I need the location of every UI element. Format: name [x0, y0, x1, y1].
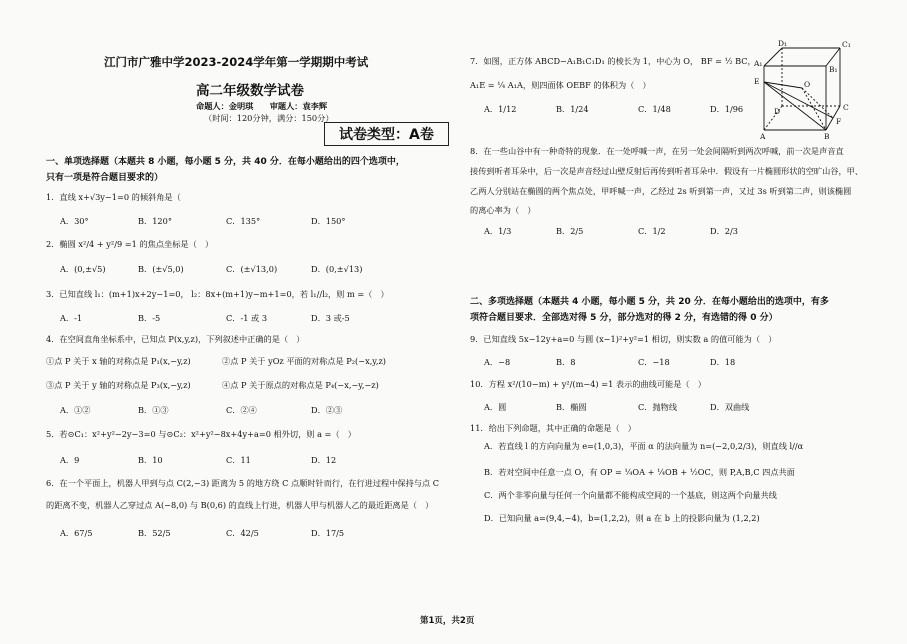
q11-option-d: D．已知向量 a=(9,4,−4)，b=(1,2,2)，则 a 在 b 上的投影向量为 (1,2,2)	[484, 513, 760, 523]
q7-option-b: B．1/24	[556, 104, 589, 114]
q11-option-a: A．若直线 l 的方向向量为 e=(1,0,3)，平面 α 的法向量为 n=(−2,0,2/3)，则直线 l//α	[484, 441, 804, 451]
q7-option-a: A．1/12	[484, 104, 517, 114]
q3-stem: 3．已知直线 l₁：(m+1)x+2y−1=0， l₂：8x+(m+1)y−m+1=0，若 l₁//l₂，则 m =（ ）	[46, 289, 389, 299]
q7-option-c: C．1/48	[638, 104, 671, 114]
q8-option-b: B．2/5	[556, 226, 584, 236]
q6-option-b: B．52/5	[138, 528, 171, 538]
label-o: O	[804, 80, 811, 89]
q1-option-b: B．120°	[138, 216, 172, 226]
q1-option-c: C．135°	[226, 216, 261, 226]
q1-option-d: D．150°	[311, 216, 346, 226]
q7-option-d: D．1/96	[710, 104, 744, 114]
paper-type-badge: 试卷类型：A卷	[324, 122, 449, 146]
label-d1: D₁	[778, 40, 788, 48]
page-footer: 第1页，共2页	[420, 616, 475, 626]
q6-option-c: C．42/5	[226, 528, 259, 538]
q9-option-b: B．8	[556, 357, 576, 367]
q2-stem: 2．椭圆 x²/4 + y²/9 =1 的焦点坐标是（ ）	[46, 239, 214, 249]
exam-title: 高二年级数学试卷	[196, 83, 304, 99]
q4-stem: 4．在空间直角坐标系中，已知点 P(x,y,z)，下列叙述中正确的是（ ）	[46, 334, 305, 344]
q5-option-a: A．9	[60, 455, 80, 465]
q8-line-2: 接传到听者耳朵中，后一次是声音经过山壁反射后再传到听者耳朵中．假设有一片椭圆形状的空旷山谷，甲、	[470, 166, 864, 176]
q4-option-d: D．②③	[311, 405, 343, 415]
q3-option-d: D．3 或-5	[311, 313, 350, 323]
q2-option-a: A．(0,±√5)	[60, 264, 106, 274]
q3-option-c: C．-1 或 3	[226, 313, 268, 323]
edge-a1d1	[764, 48, 782, 66]
q4-statement-3: ③点 P 关于 y 轴的对称点是 P₃(x,−y,z)	[46, 380, 191, 390]
q5-option-c: C．11	[226, 455, 251, 465]
edge-ob	[802, 88, 826, 130]
edge-eb	[764, 82, 826, 130]
q10-stem: 10．方程 x²/(10−m) + y²/(m−4) =1 表示的曲线可能是（ ）	[470, 379, 706, 389]
section2-heading-1: 二、多项选择题（本题共 4 小题，每小题 5 分，共 20 分．在每小题给出的选项中，有多	[470, 297, 829, 307]
q4-statement-2: ②点 P 关于 yOz 平面的对称点是 P₂(−x,y,z)	[222, 356, 386, 366]
q5-option-d: D．12	[311, 455, 337, 465]
label-b: B	[824, 132, 830, 140]
q10-option-a: A．圆	[484, 402, 507, 412]
q9-option-c: C．−18	[638, 357, 670, 367]
q4-option-b: B．①③	[138, 405, 169, 415]
q9-option-d: D．18	[710, 357, 736, 367]
q11-option-b: B．若对空间中任意一点 O，有 OP = ¼OA + ¼OB + ½OC，则 P,A,B,C 四点共面	[484, 467, 795, 477]
label-e: E	[754, 77, 760, 86]
q7-stem-2: A₁E = ¼ A₁A，则四面体 OEBF 的体积为（ ）	[470, 80, 651, 90]
q8-option-a: A．1/3	[484, 226, 512, 236]
q10-option-d: D．双曲线	[710, 402, 750, 412]
q1-stem: 1．直线 x+√3y−1=0 的倾斜角是（	[46, 192, 181, 202]
q4-option-a: A．①②	[60, 405, 91, 415]
q11-stem: 11．给出下列命题，其中正确的命题是（ ）	[470, 423, 636, 433]
label-c: C	[843, 103, 849, 112]
q1-option-a: A．30°	[60, 216, 89, 226]
school-title: 江门市广雅中学2023-2024学年第一学期期中考试	[104, 55, 369, 69]
q2-option-c: C．(±√13,0)	[226, 264, 278, 274]
q4-statement-1: ①点 P 关于 x 轴的对称点是 P₁(x,−y,z)	[46, 356, 191, 366]
q8-option-c: C．1/2	[638, 226, 666, 236]
q8-line-4: 的离心率为（ ）	[470, 205, 536, 215]
section2-heading-2: 项符合题目要求．全部选对得 5 分，部分选对的得 2 分，有选错的得 0 分）	[470, 313, 778, 323]
q2-option-b: B．(±√5,0)	[138, 264, 184, 274]
q8-line-1: 8．在一些山谷中有一种奇特的现象．在一处呼喊一声，在另一处会间隔听到两次呼喊，前一次是声音直	[470, 146, 844, 156]
label-f: F	[836, 117, 842, 126]
edge-of	[802, 88, 833, 118]
q6-option-d: D．17/5	[311, 528, 345, 538]
label-a1: A₁	[754, 59, 763, 68]
q8-option-d: D．2/3	[710, 226, 738, 236]
q5-option-b: B．10	[138, 455, 163, 465]
q10-option-b: B．椭圆	[556, 402, 587, 412]
label-c1: C₁	[842, 40, 851, 49]
q10-option-c: C．抛物线	[638, 402, 678, 412]
q9-option-a: A．−8	[484, 357, 511, 367]
q6-stem-2: 的距离不变，机器人乙穿过点 A(−8,0) 与 B(0,6) 的直线上行进，机器人甲与机器人乙的最近距离是（ ）	[46, 500, 434, 510]
q11-option-c: C．两个非零向量与任何一个向量都不能构成空间的一个基底，则这两个向量共线	[484, 490, 777, 500]
q3-option-b: B．-5	[138, 313, 161, 323]
time-info: （时间：120分钟，满分：150分）	[204, 113, 334, 123]
section1-heading-2: 只有一项是符合题目要求的）	[46, 173, 164, 183]
cube-figure	[752, 40, 872, 140]
label-a: A	[760, 132, 766, 140]
q6-option-a: A．67/5	[60, 528, 93, 538]
q4-option-c: C．②④	[226, 405, 257, 415]
q5-stem: 5．若⊙C₁：x²+y²−2y−3=0 与⊙C₂：x²+y²−8x+4y+a=0 相外切，则 a =（ ）	[46, 429, 356, 439]
label-d: D	[774, 107, 781, 116]
q3-option-a: A．-1	[60, 313, 83, 323]
q7-stem-1: 7．如图，正方体 ABCD−A₁B₁C₁D₁ 的棱长为 1，中心为 O， BF = ½ BC，	[470, 56, 756, 66]
q4-statement-4: ④点 P 关于原点的对称点是 P₄(−x,−y,−z)	[222, 380, 379, 390]
authors: 命题人：金明琪 审题人：袁李辉	[196, 101, 328, 111]
q2-option-d: D．(0,±√13)	[311, 264, 363, 274]
q9-stem: 9．已知直线 5x−12y+a=0 与圆 (x−1)²+y²=1 相切，则实数 a 的值可能为（ ）	[470, 334, 777, 344]
edge-b1c1	[826, 48, 840, 66]
section1-heading-1: 一、单项选择题（本题共 8 小题，每小题 5 分，共 40 分．在每小题给出的四个选项中，	[46, 157, 405, 167]
q6-stem-1: 6．在一个平面上，机器人甲到与点 C(2,−3) 距离为 5 的地方绕 C 点顺时针而行，在行进过程中保持与点 C	[46, 478, 440, 488]
q8-line-3: 乙两人分别站在椭圆的两个焦点处，甲呼喊一声，乙经过 2s 听到第一声，又过 3s 听到第二声，则该椭圆	[470, 186, 852, 196]
label-b1: B₁	[829, 65, 838, 74]
